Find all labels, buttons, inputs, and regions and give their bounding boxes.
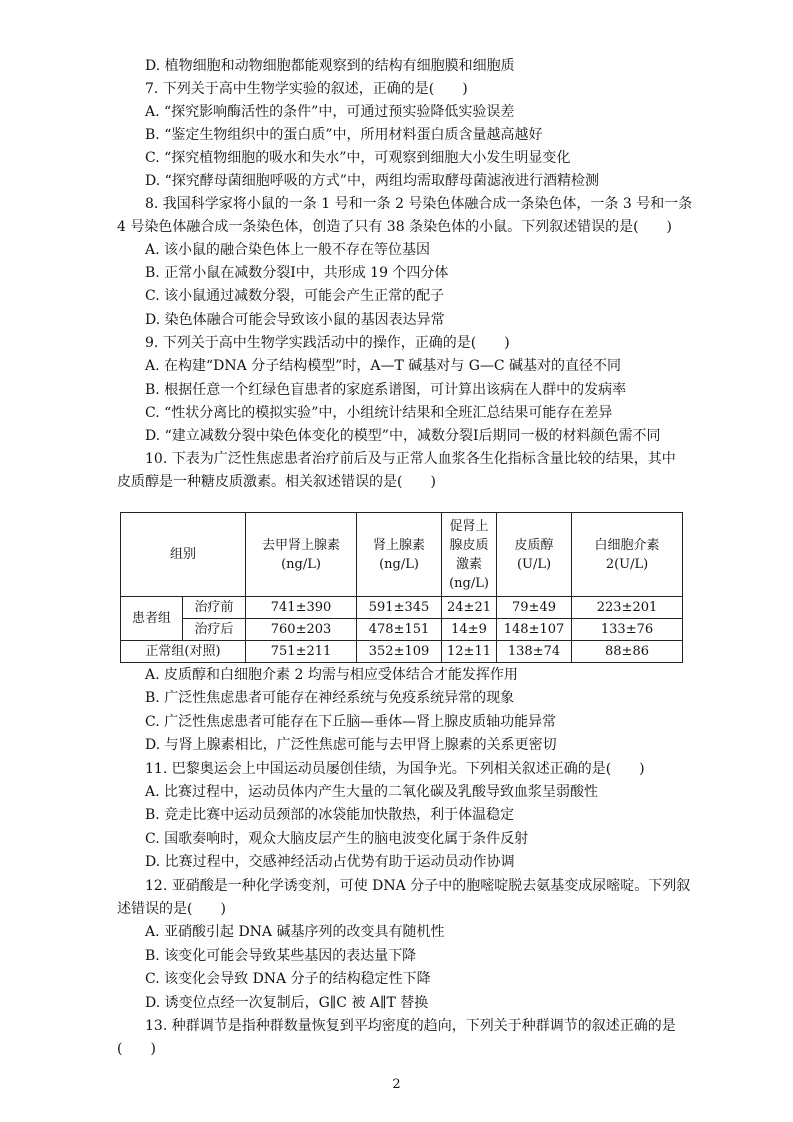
header-acth: 促肾上 腺皮质 激素 (ng/L) [442, 513, 497, 597]
q7-option-b: B. “鉴定生物组织中的蛋白质”中，所用材料蛋白质含量越高越好 [145, 127, 543, 143]
q10-stem-cont: 皮质醇是一种糖皮质激素。相关叙述错误的是( ) [117, 474, 436, 490]
header-epinephrine: 肾上腺素 (ng/L) [357, 513, 442, 597]
q12-option-c: C. 该变化会导致 DNA 分子的结构稳定性下降 [145, 971, 431, 987]
q10-option-d: D. 与肾上腺素相比，广泛性焦虑可能与去甲肾上腺素的关系更密切 [145, 737, 557, 753]
table-cell: 24±21 [442, 597, 497, 619]
q12-option-a: A. 亚硝酸引起 DNA 碱基序列的改变具有随机性 [145, 924, 445, 940]
table-row [121, 619, 683, 641]
q12-option-b: B. 该变化可能会导致某些基因的表达量下降 [145, 948, 417, 964]
table-header-row [121, 513, 683, 597]
q9-option-b: B. 根据任意一个红绿色盲患者的家庭系谱图，可计算出该病在人群中的发病率 [145, 382, 627, 398]
table-cell: 741±390 [246, 597, 357, 619]
table-cell: 478±151 [357, 619, 442, 641]
q7-option-a: A. “探究影响酶活性的条件”中，可通过预实验降低实验误差 [145, 104, 515, 120]
header-norepinephrine: 去甲肾上腺素 (ng/L) [246, 513, 357, 597]
table-cell: 138±74 [497, 641, 572, 663]
table-cell: 133±76 [572, 619, 683, 641]
q10-option-a: A. 皮质醇和白细胞介素 2 均需与相应受体结合才能发挥作用 [145, 667, 518, 683]
q8-option-c: C. 该小鼠通过减数分裂，可能会产生正常的配子 [145, 288, 445, 304]
q7-option-c: C. “探究植物细胞的吸水和失水”中，可观察到细胞大小发生明显变化 [145, 150, 571, 166]
q12-stem: 12. 亚硝酸是一种化学诱变剂，可使 DNA 分子中的胞嘧啶脱去氨基变成尿嘧啶。下列叙 [145, 878, 691, 894]
q7-option-d: D. “探究酵母菌细胞呼吸的方式”中，两组均需取酵母菌滤液进行酒精检测 [145, 173, 599, 189]
q8-stem-cont: 4 号染色体融合成一条染色体，创造了只有 38 条染色体的小鼠。下列叙述错误的是( ) [117, 219, 672, 235]
q13-stem: 13. 种群调节是指种群数量恢复到平均密度的趋向，下列关于种群调节的叙述正确的是 [145, 1018, 676, 1034]
table-row [121, 597, 683, 619]
row-label: 治疗前 [183, 597, 246, 619]
q12-stem-cont: 述错误的是( ) [117, 901, 226, 917]
table-cell: 88±86 [572, 641, 683, 663]
table-cell: 79±49 [497, 597, 572, 619]
q8-option-a: A. 该小鼠的融合染色体上一般不存在等位基因 [145, 242, 431, 258]
q6-option-d: D. 植物细胞和动物细胞都能观察到的结构有细胞膜和细胞质 [145, 58, 515, 74]
q8-option-d: D. 染色体融合可能会导致该小鼠的基因表达异常 [145, 312, 445, 328]
q11-option-c: C. 国歌奏响时，观众大脑皮层产生的脑电波变化属于条件反射 [145, 831, 529, 847]
q10-option-c: C. 广泛性焦虑患者可能存在下丘脑—垂体—肾上腺皮质轴功能异常 [145, 714, 557, 730]
table-cell: 12±11 [442, 641, 497, 663]
header-cortisol: 皮质醇 (U/L) [497, 513, 572, 597]
q9-option-c: C. “性状分离比的模拟实验”中，小组统计结果和全班汇总结果可能存在差异 [145, 405, 613, 421]
patient-group-label: 患者组 [121, 597, 183, 641]
biochem-table [120, 512, 683, 663]
table-cell: 591±345 [357, 597, 442, 619]
q9-option-a: A. 在构建“DNA 分子结构模型”时，A—T 碱基对与 G—C 碱基对的直径不同 [145, 358, 622, 374]
table-cell: 352±109 [357, 641, 442, 663]
table-cell: 760±203 [246, 619, 357, 641]
table-cell: 148±107 [497, 619, 572, 641]
q9-stem: 9. 下列关于高中生物学实践活动中的操作，正确的是( ) [145, 335, 510, 351]
q8-stem: 8. 我国科学家将小鼠的一条 1 号和一条 2 号染色体融合成一条染色体，一条 3 号和一条 [145, 196, 693, 212]
q10-option-b: B. 广泛性焦虑患者可能存在神经系统与免疫系统异常的现象 [145, 690, 515, 706]
q9-option-d: D. “建立减数分裂中染色体变化的模型”中，减数分裂Ⅰ后期同一极的材料颜色需不同 [145, 428, 661, 444]
header-il2: 白细胞介素 2(U/L) [572, 513, 683, 597]
q10-stem: 10. 下表为广泛性焦虑患者治疗前后及与正常人血浆各生化指标含量比较的结果，其中 [145, 451, 676, 467]
q11-stem: 11. 巴黎奥运会上中国运动员屡创佳绩，为国争光。下列相关叙述正确的是( ) [145, 761, 645, 777]
q13-stem-cont: ( ) [117, 1041, 156, 1057]
row-label: 治疗后 [183, 619, 246, 641]
table-cell: 14±9 [442, 619, 497, 641]
q8-option-b: B. 正常小鼠在减数分裂Ⅰ中，共形成 19 个四分体 [145, 265, 449, 281]
q12-option-d: D. 诱变位点经一次复制后，G∥C 被 A∥T 替换 [145, 995, 429, 1011]
table-cell: 751±211 [246, 641, 357, 663]
table-row [121, 641, 683, 663]
row-label: 正常组(对照) [121, 641, 246, 663]
header-group: 组别 [121, 513, 246, 597]
table-cell: 223±201 [572, 597, 683, 619]
q11-option-d: D. 比赛过程中，交感神经活动占优势有助于运动员动作协调 [145, 854, 515, 870]
q11-option-b: B. 竞走比赛中运动员颈部的冰袋能加快散热，利于体温稳定 [145, 807, 515, 823]
q7-stem: 7. 下列关于高中生物学实验的叙述，正确的是( ) [145, 81, 468, 97]
page-number: 2 [392, 1077, 401, 1092]
q11-option-a: A. 比赛过程中，运动员体内产生大量的二氧化碳及乳酸导致血浆呈弱酸性 [145, 784, 599, 800]
